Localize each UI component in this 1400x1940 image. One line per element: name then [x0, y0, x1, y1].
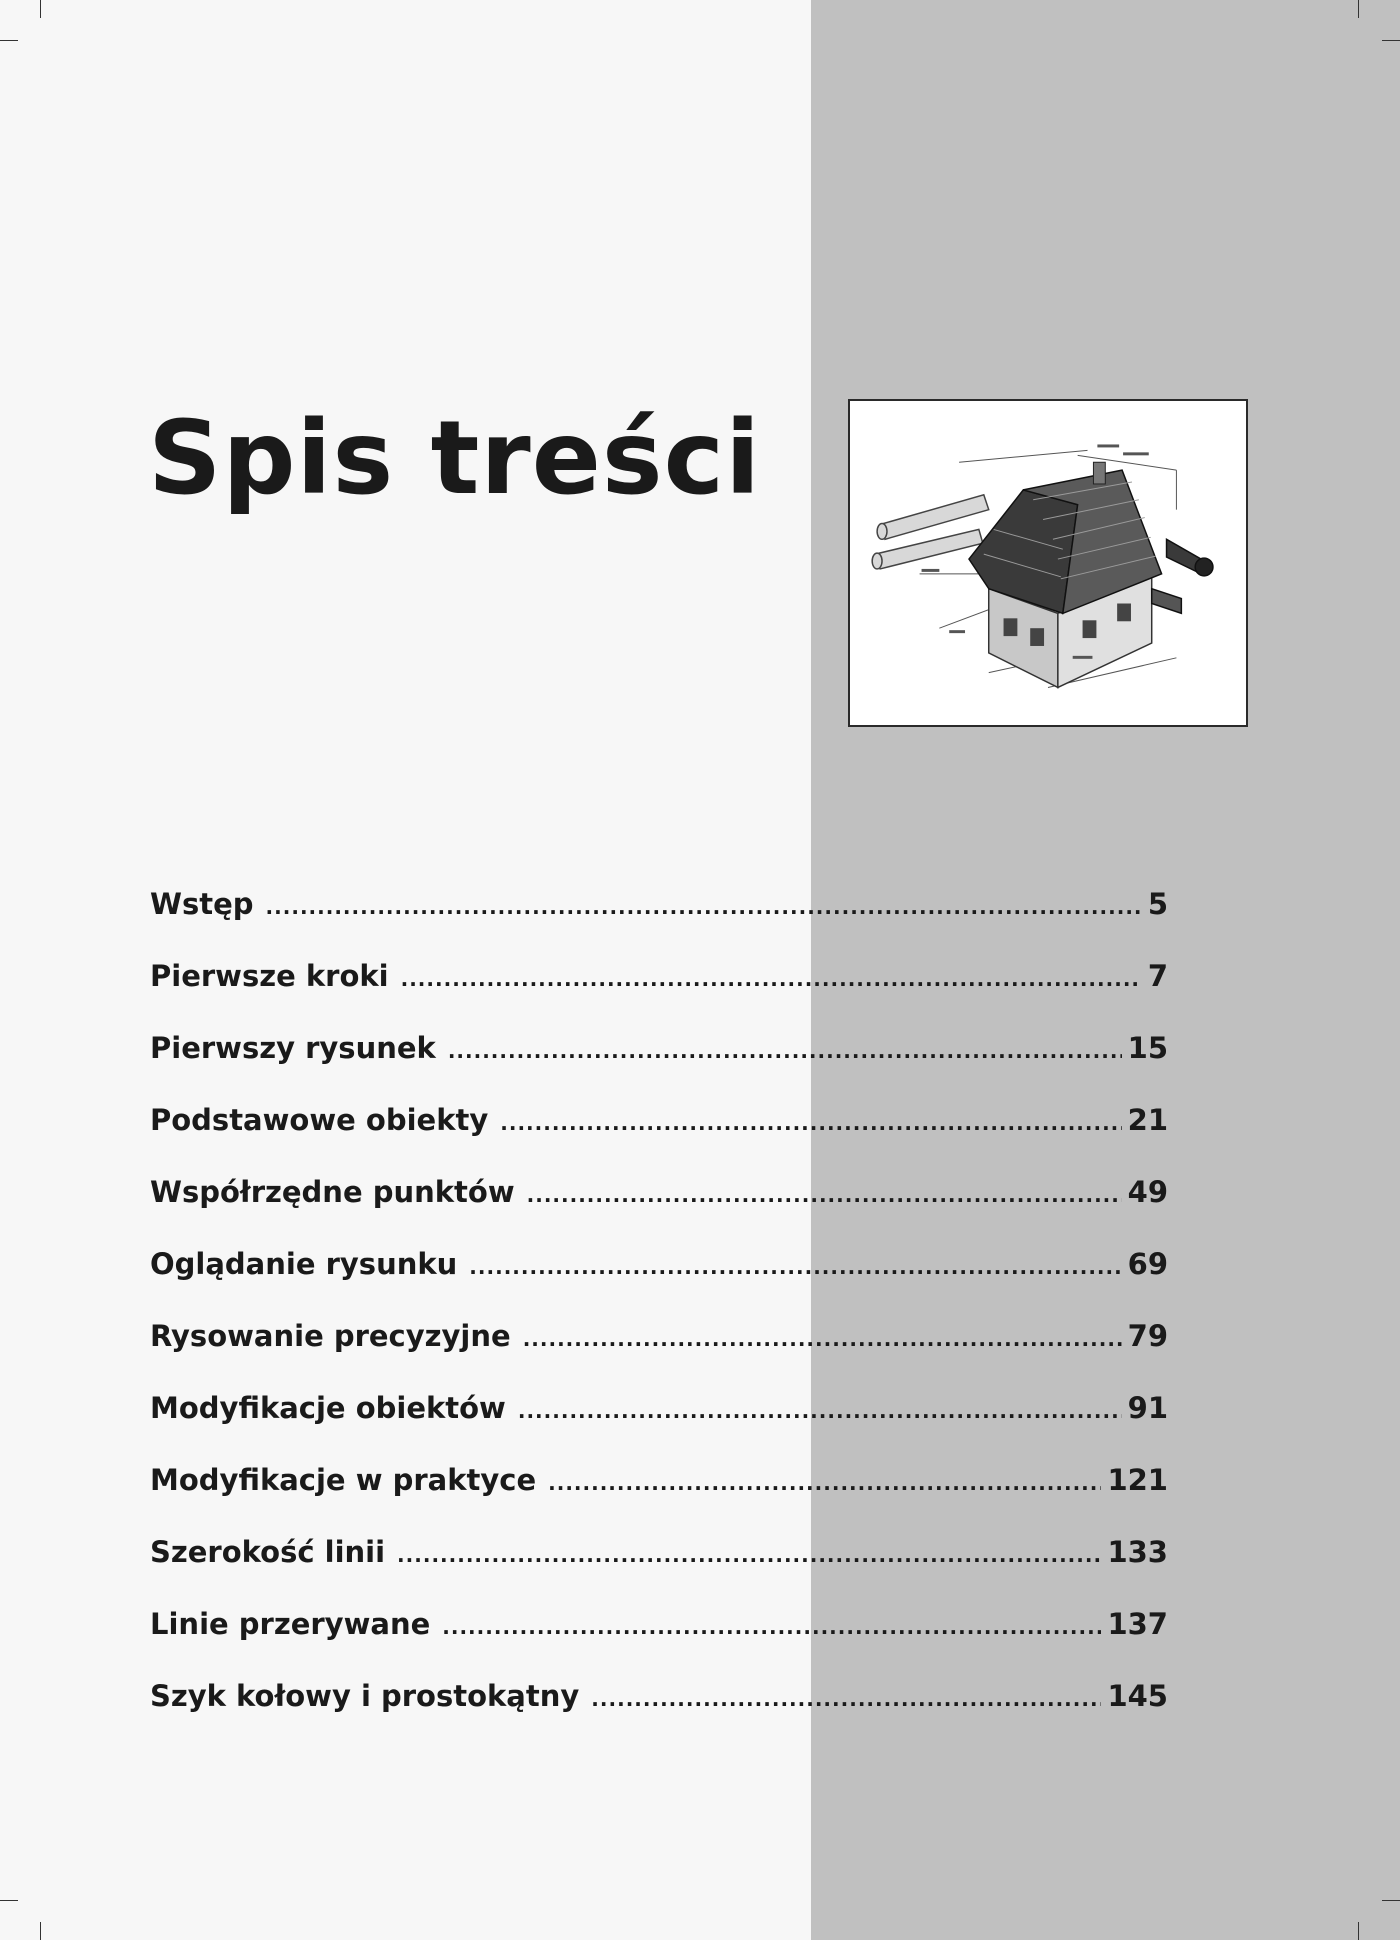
crop-mark-top-left	[40, 0, 41, 18]
toc-leader-dots	[448, 1039, 1122, 1063]
toc-entry-page: 133	[1107, 1535, 1168, 1569]
toc-entry-label: Oglądanie rysunku	[150, 1247, 458, 1281]
toc-entry[interactable]	[150, 887, 1168, 959]
toc-entry[interactable]	[150, 1391, 1168, 1463]
toc-entry-page: 7	[1147, 959, 1168, 993]
toc-entry-label: Wstęp	[150, 887, 254, 921]
toc-entry-page: 5	[1147, 887, 1168, 921]
toc-entry-page: 21	[1127, 1103, 1168, 1137]
toc-entry[interactable]	[150, 959, 1168, 1031]
crop-mark-bottom-left-h	[0, 1900, 18, 1901]
toc-entry[interactable]	[150, 1175, 1168, 1247]
toc-entry-page: 91	[1127, 1391, 1168, 1425]
toc-leader-dots	[469, 1255, 1121, 1279]
crop-mark-top-right-h	[1382, 40, 1400, 41]
crop-mark-bottom-right-h	[1382, 1900, 1400, 1901]
toc-entry[interactable]	[150, 1031, 1168, 1103]
crop-mark-bottom-right	[1358, 1922, 1359, 1940]
toc-entry-label: Pierwsze kroki	[150, 959, 389, 993]
toc-entry-page: 137	[1107, 1607, 1168, 1641]
toc-entry-label: Podstawowe obiekty	[150, 1103, 489, 1137]
toc-entry-label: Pierwszy rysunek	[150, 1031, 436, 1065]
house-illustration	[848, 399, 1248, 727]
toc-entry-label: Modyfikacje w praktyce	[150, 1463, 537, 1497]
toc-entry-page: 145	[1107, 1679, 1168, 1713]
toc-entry[interactable]	[150, 1535, 1168, 1607]
pipe-right	[1152, 539, 1213, 613]
table-of-contents	[150, 887, 1168, 1751]
toc-entry[interactable]	[150, 1463, 1168, 1535]
toc-entry-label: Szerokość linii	[150, 1535, 386, 1569]
toc-entry-label: Rysowanie precyzyjne	[150, 1319, 511, 1353]
page-title: Spis treści	[148, 399, 762, 518]
toc-entry[interactable]	[150, 1103, 1168, 1175]
toc-entry-label: Modyfikacje obiektów	[150, 1391, 506, 1425]
crop-mark-top-right	[1358, 0, 1359, 18]
toc-leader-dots	[401, 967, 1142, 991]
toc-entry-page: 15	[1127, 1031, 1168, 1065]
house-drawing-image	[850, 401, 1246, 725]
toc-entry-page: 49	[1127, 1175, 1168, 1209]
toc-entry-page: 69	[1127, 1247, 1168, 1281]
toc-leader-dots	[266, 895, 1142, 919]
toc-leader-dots	[523, 1327, 1122, 1351]
toc-leader-dots	[591, 1687, 1101, 1711]
crop-mark-bottom-left	[40, 1922, 41, 1940]
toc-leader-dots	[500, 1111, 1121, 1135]
toc-leader-dots	[397, 1543, 1101, 1567]
toc-entry[interactable]	[150, 1679, 1168, 1751]
toc-entry-label: Szyk kołowy i prostokątny	[150, 1679, 580, 1713]
toc-leader-dots	[527, 1183, 1122, 1207]
toc-entry-page: 121	[1107, 1463, 1168, 1497]
crop-mark-top-left-h	[0, 40, 18, 41]
toc-leader-dots	[548, 1471, 1101, 1495]
toc-entry[interactable]	[150, 1319, 1168, 1391]
toc-entry-page: 79	[1127, 1319, 1168, 1353]
toc-leader-dots	[442, 1615, 1101, 1639]
toc-entry-label: Linie przerywane	[150, 1607, 431, 1641]
toc-entry[interactable]	[150, 1607, 1168, 1679]
toc-entry-label: Współrzędne punktów	[150, 1175, 515, 1209]
toc-leader-dots	[518, 1399, 1122, 1423]
toc-entry[interactable]	[150, 1247, 1168, 1319]
house-chimney	[1093, 462, 1105, 484]
